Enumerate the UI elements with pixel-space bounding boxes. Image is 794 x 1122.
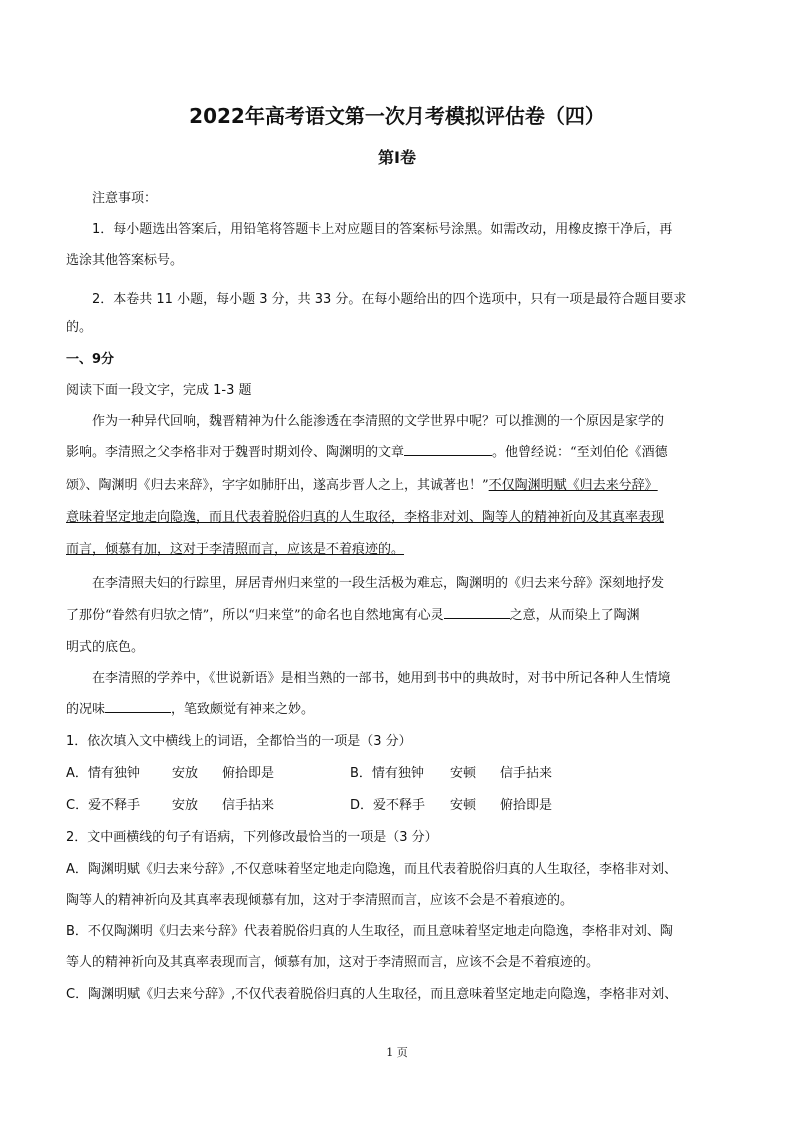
option-word: 情有独钟 bbox=[87, 766, 140, 781]
passage-p1-line-1: 作为一种异代回响，魏晋精神为什么能渗透在李清照的文学世界中呢？可以推测的一个原因是家学的 bbox=[92, 414, 665, 429]
fill-blank-2 bbox=[444, 606, 510, 619]
q1-option-c-word-3: 信手拈来 bbox=[222, 798, 275, 813]
q1-option-d-word-2: 安顿 bbox=[450, 798, 477, 813]
fill-blank-3 bbox=[105, 700, 171, 713]
underlined-sentence: 意味着坚定地走向隐逸，而且代表着脱俗归真的人生取径，李格非对刘、陶等人的精神祈向及其真率表现 bbox=[66, 510, 665, 525]
option-word: 爱不释手 bbox=[373, 798, 426, 813]
fill-blank-1 bbox=[404, 443, 492, 456]
underlined-sentence: 不仅陶渊明赋《归去来兮辞》 bbox=[488, 478, 658, 493]
passage-p2-line-3: 明式的底色。 bbox=[66, 640, 145, 655]
q1-option-a-word-3: 俯拾即是 bbox=[222, 766, 275, 781]
section-heading: 一、9分 bbox=[66, 352, 115, 367]
underlined-sentence: 而言，倾慕有加，这对于李清照而言，应该是不着痕迹的。 bbox=[66, 542, 405, 557]
notes-heading: 注意事项： bbox=[92, 191, 158, 206]
question-2-stem: 2．文中画横线的句子有语病，下列修改最恰当的一项是（3 分） bbox=[66, 830, 438, 845]
q1-option-a[interactable] bbox=[66, 762, 140, 781]
q2-option-b-line-1[interactable]: B．不仅陶渊明《归去来兮辞》代表着脱俗归真的人生取径，而且意味着坚定地走向隐逸，李格非对刘、陶 bbox=[66, 924, 673, 939]
q2-option-c-line-1[interactable]: C．陶渊明赋《归去来兮辞》,不仅代表着脱俗归真的人生取径，而且意味着坚定地走向隐逸，李格非对刘、 bbox=[66, 987, 678, 1002]
q2-option-a-line-1[interactable]: A．陶渊明赋《归去来兮辞》,不仅意味着坚定地走向隐逸，而且代表着脱俗归真的人生取径，李格非对刘、 bbox=[66, 862, 678, 877]
section-instruction: 阅读下面一段文字，完成 1-3 题 bbox=[66, 383, 252, 398]
q1-option-b[interactable] bbox=[350, 762, 424, 781]
q1-option-c-word-2: 安放 bbox=[172, 798, 199, 813]
option-word: 情有独钟 bbox=[371, 766, 424, 781]
passage-text: 了那份“眷然有归欤之情”，所以“归来堂”的命名也自然地寓有心灵 bbox=[66, 608, 444, 623]
passage-p1-line-2 bbox=[66, 441, 730, 460]
passage-p3-line-1: 在李清照的学养中，《世说新语》是相当熟的一部书，她用到书中的典故时，对书中所记各种人生情境 bbox=[92, 671, 671, 686]
option-word: 爱不释手 bbox=[88, 798, 141, 813]
passage-text: 颂》、陶渊明《归去来辞》，字字如肺肝出，遂高步晋人之上，其诚著也！” bbox=[66, 478, 489, 493]
page-title: 2022年高考语文第一次月考模拟评估卷（四） bbox=[189, 104, 605, 128]
passage-text: 影响。李清照之父李格非对于魏晋时期刘伶、陶渊明的文章 bbox=[66, 445, 405, 460]
option-letter: C． bbox=[66, 798, 89, 813]
q1-option-a-word-2: 安放 bbox=[172, 766, 199, 781]
option-letter: D． bbox=[350, 798, 374, 813]
q1-option-b-word-3: 信手拈来 bbox=[500, 766, 553, 781]
passage-p2-line-1: 在李清照夫妇的行踪里，屏居青州归来堂的一段生活极为难忘，陶渊明的《归去来兮辞》深刻地抒发 bbox=[92, 576, 665, 591]
question-1-stem: 1．依次填入文中横线上的词语，全都恰当的一项是（3 分） bbox=[66, 734, 412, 749]
notes-item-1-line-2: 选涂其他答案标号。 bbox=[66, 253, 184, 268]
passage-text: 之意，从而染上了陶渊 bbox=[509, 608, 640, 623]
passage-text: ，笔致颇觉有神来之妙。 bbox=[171, 702, 315, 717]
notes-item-2-line-1: 2．本卷共 11 小题，每小题 3 分，共 33 分。在每小题给出的四个选项中，只有一项是最符合题目要求 bbox=[92, 292, 687, 307]
notes-item-2-line-2: 的。 bbox=[66, 320, 93, 335]
q2-option-a-line-2: 陶等人的精神祈向及其真率表现倾慕有加，这对于李清照而言，应该不会是不着痕迹的。 bbox=[66, 893, 574, 908]
page-number: 1 页 bbox=[386, 1046, 408, 1059]
passage-p3-line-2 bbox=[66, 698, 730, 717]
q1-option-c[interactable] bbox=[66, 794, 140, 813]
passage-text: 。他曾经说：“至刘伯伦《酒德 bbox=[492, 445, 668, 460]
option-letter: A． bbox=[66, 766, 88, 781]
q1-option-b-word-2: 安顿 bbox=[450, 766, 477, 781]
passage-p1-line-3 bbox=[66, 474, 730, 493]
q1-option-d[interactable] bbox=[350, 794, 425, 813]
passage-text: 的况味 bbox=[66, 702, 106, 717]
volume-heading: 第Ⅰ卷 bbox=[378, 148, 416, 167]
notes-item-1-line-1: 1．每小题选出答案后，用铅笔将答题卡上对应题目的答案标号涂黑。如需改动，用橡皮擦干净后，再 bbox=[92, 222, 673, 237]
option-letter: B． bbox=[350, 766, 372, 781]
passage-p2-line-2 bbox=[66, 604, 730, 623]
q2-option-b-line-2: 等人的精神祈向及其真率表现而言，倾慕有加，这对于李清照而言，应该不会是不着痕迹的。 bbox=[66, 955, 600, 970]
q1-option-d-word-3: 俯拾即是 bbox=[500, 798, 553, 813]
